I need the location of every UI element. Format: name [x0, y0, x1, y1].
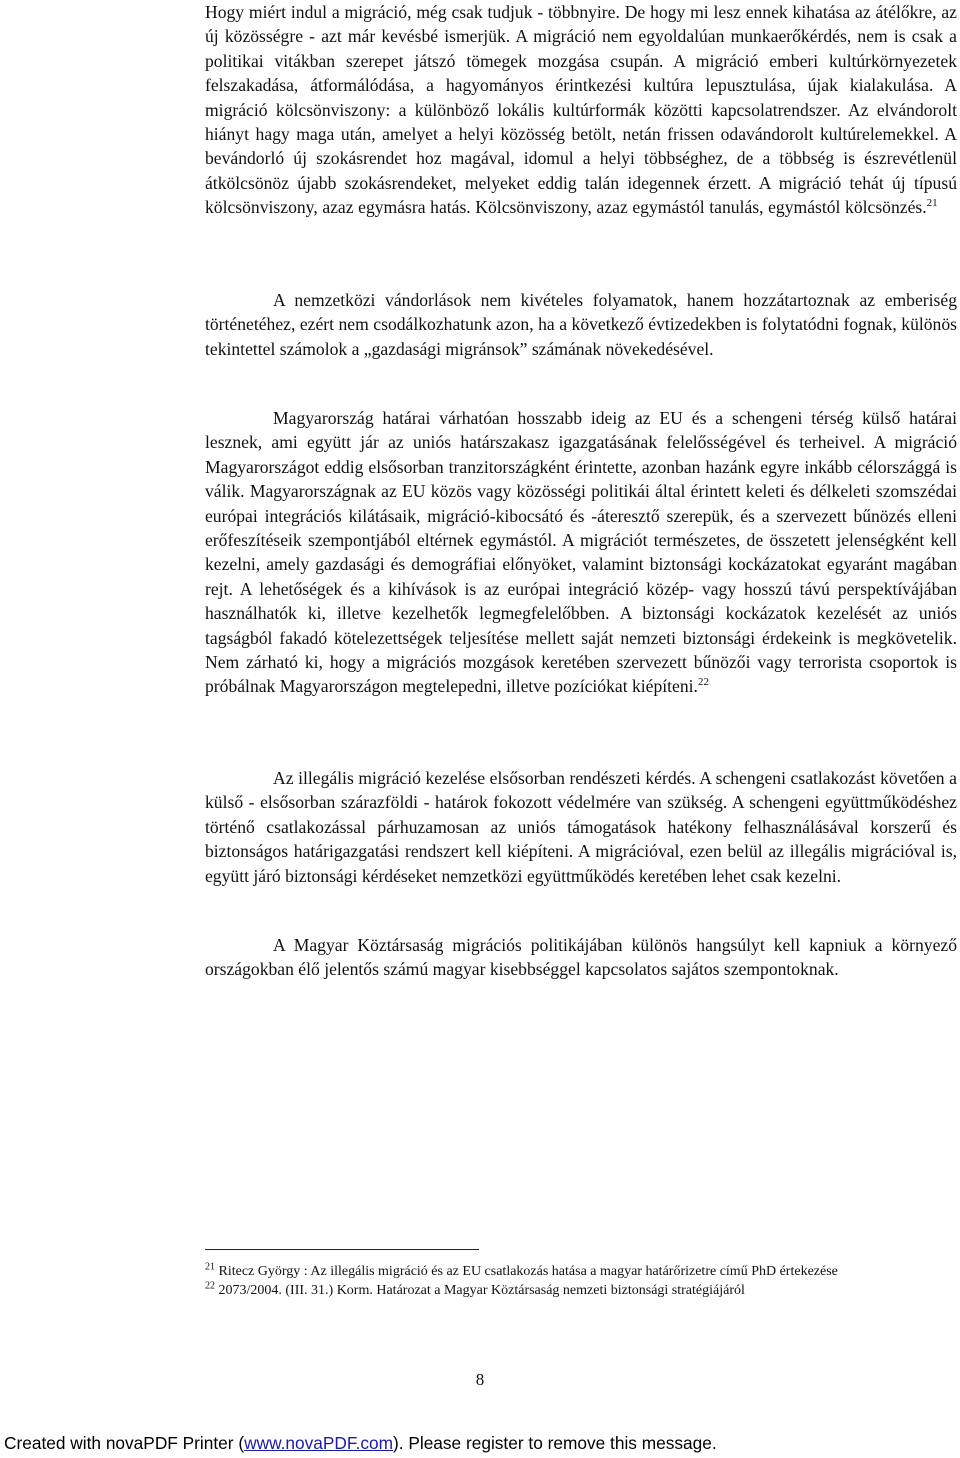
footnote-number: 21 — [205, 1261, 215, 1273]
banner-suffix: ). Please register to remove this message. — [392, 1433, 717, 1453]
paragraph-migration-intro — [205, 0, 957, 220]
paragraph-hungary-borders — [205, 406, 957, 699]
banner-link[interactable]: www.novaPDF.com — [244, 1433, 393, 1453]
paragraph-minority-policy — [205, 933, 957, 982]
banner-prefix: Created with novaPDF Printer ( — [4, 1433, 245, 1453]
paragraph-text: Hogy miért indul a migráció, még csak tudjuk - többnyire. De hogy mi lesz ennek kihatása az átélőkre, az új közösségre - azt már kevésbé ismerjük. A migráció nem egyoldalúan munkaerőkérdés, nem is csak a politikai vitákban szerepet játszó tömegek mozgása csupán. A migráció emberi kultúrkörnyezetek felszakadása, átformálódása, a hagyományos érintkezési kultúra lepusztulása, újak kialakulása. A migráció kölcsönviszony: a különböző lokális kultúrformák közötti kapcsolatrendszer. Az elvándorolt hiányt hagy maga után, amelyet a helyi közösség betölt, netán frissen odavándorolt kultúrelemekkel. A bevándorló új szokásrendet hoz magával, idomul a helyi többséghez, de a többség is észrevétlenül átkölcsönöz újabb szokásrendeket, melyeket eddig talán idegennek érzett. A migráció tehát új típusú kölcsönviszony, azaz egymásra hatás. Kölcsönviszony, azaz egymástól tanulás, egymástól kölcsönzés. — [205, 2, 957, 218]
paragraph-illegal-migration — [205, 766, 957, 888]
footnote-ref-22[interactable]: 22 — [697, 676, 709, 689]
footnote-number: 22 — [205, 1280, 215, 1292]
paragraph-text: A nemzetközi vándorlások nem kivételes folyamatok, hanem hozzátartoznak az emberiség történetéhez, ezért nem csodálkozhatunk azon, ha a következő évtizedekben is folytatódni fognak, különös tekintettel számolok a „gazdasági migránsok” számának növekedésével. — [205, 290, 957, 359]
footnote-22 — [205, 1281, 957, 1300]
footnote-text: 2073/2004. (III. 31.) Korm. Határozat a Magyar Köztársaság nemzeti biztonsági stratégiájáról — [218, 1283, 745, 1298]
footnote-separator — [205, 1249, 479, 1250]
footnote-21 — [205, 1262, 957, 1281]
footnote-ref-21[interactable]: 21 — [926, 197, 938, 210]
paragraph-text: Az illegális migráció kezelése elsősorban rendészeti kérdés. A schengeni csatlakozást követően a külső - elsősorban szárazföldi - határok fokozott védelmére van szükség. A schengeni együttműködéshez történő csatlakozással párhuzamosan az uniós támogatások hatékony felhasználásával korszerű és biztonságos határigazgatási rendszert kell kiépíteni. A migrációval, ezen belül az illegális migrációval is, együtt járó biztonsági kérdéseket nemzetközi együttműködés keretében lehet csak kezelni. — [205, 768, 957, 886]
page-number: 8 — [475, 1370, 485, 1389]
paragraph-international-migration — [205, 288, 957, 361]
novapdf-banner — [0, 1429, 960, 1458]
paragraph-text: Magyarország határai várhatóan hosszabb ideig az EU és a schengeni térség külső határai lesznek, ami együtt jár az uniós határszakasz igazgatásának felelősségével és terheivel. A migráció Magyarországot eddig elsősorban tranzitországként érintette, azonban hazánk egyre inkább célországgá is válik. Magyarországnak az EU közös vagy közösségi politikái által érintett keleti és délkeleti szomszédai európai integrációs kilátásaik, migráció-kibocsátó és -áteresztő szerepük, és a szervezett bűnözés elleni erőfeszítéseik szempontjából eltérnek egymástól. A migrációt természetes, de összetett jelenségként kell kezelni, amely gazdasági és demográfiai előnyöket, valamint biztonsági kockázatokat egyaránt magában rejt. A lehetőségek és a kihívások is az európai integráció közép- vagy hosszú távú perspektívájában használhatók ki, illetve kezelhetők legmegfelelőbben. A biztonsági kockázatok kezelését az uniós tagságból fakadó kötelezettségek teljesítése mellett saját nemzeti biztonsági érdekeink is megkövetelik. Nem zárható ki, hogy a migrációs mozgások keretében szervezett bűnözői vagy terrorista csoportok is próbálnak Magyarországon megtelepedni, illetve pozíciókat kiépíteni. — [205, 408, 957, 697]
footnotes — [205, 1262, 957, 1300]
paragraph-text: A Magyar Köztársaság migrációs politikájában különös hangsúlyt kell kapniuk a környező országokban élő jelentős számú magyar kisebbséggel kapcsolatos sajátos szempontoknak. — [205, 935, 957, 980]
footnote-text: Ritecz György : Az illegális migráció és az EU csatlakozás hatása a magyar határőrizetre című PhD értekezése — [218, 1264, 838, 1279]
